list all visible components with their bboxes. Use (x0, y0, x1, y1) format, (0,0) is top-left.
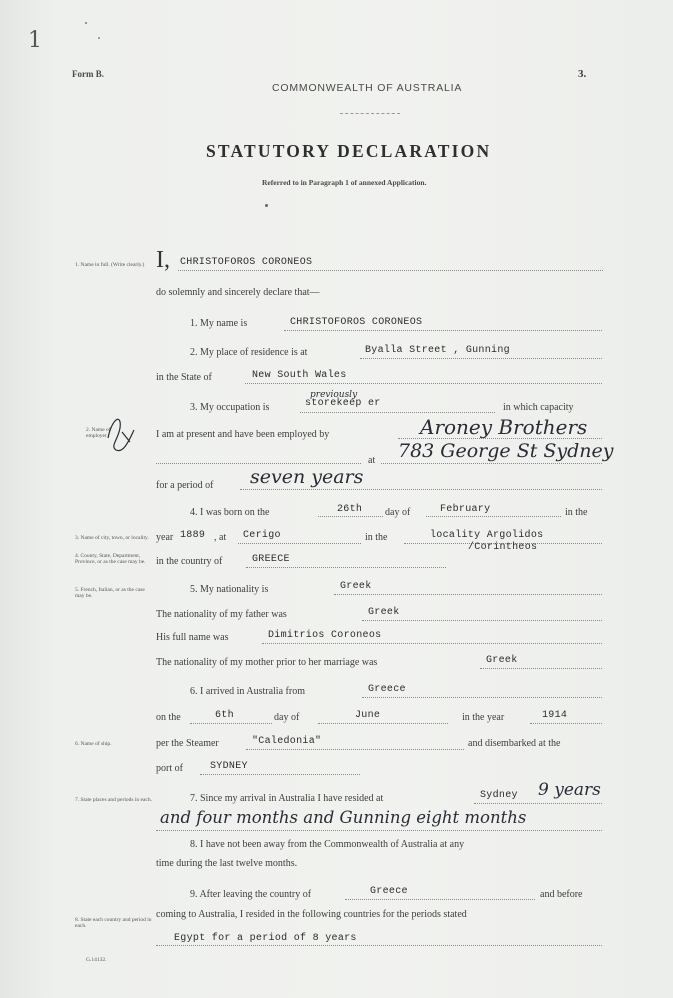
locality-label: in the (365, 532, 388, 543)
item2-line (360, 358, 602, 359)
document-subtitle: Referred to in Paragraph 1 of annexed Application. (262, 178, 427, 187)
arrival-day-line (190, 723, 272, 724)
port-label: port of (156, 763, 183, 774)
margin-note-2: 2. Name of employer (86, 427, 111, 439)
employer-line (398, 438, 602, 439)
at-label: at (368, 455, 376, 466)
since-hand-1: 9 years (538, 780, 601, 800)
item4-label: 4. I was born on the (190, 507, 270, 518)
period-label: for a period of (156, 480, 214, 491)
state-line (245, 383, 602, 384)
born-day-line (318, 516, 383, 517)
country-label: in the country of (156, 556, 223, 567)
item3-value: storekeep er (305, 398, 381, 409)
arrival-year-line (530, 723, 602, 724)
ship-line (246, 749, 464, 750)
father-name-line (262, 643, 602, 644)
employer-address-line-a (156, 463, 361, 464)
born-year: 1889 (180, 530, 206, 541)
item1-label: 1. My name is (190, 318, 248, 329)
margin-initials-mark (100, 408, 140, 458)
item2-label: 2. My place of residence is at (190, 347, 308, 358)
document-title: STATUTORY DECLARATION (206, 141, 492, 161)
print-code: G.14132. (86, 957, 107, 963)
period-value: seven years (250, 466, 364, 488)
locality-value: locality Argolidos (430, 530, 544, 541)
page-speck (98, 37, 100, 39)
at-text: , at (214, 532, 227, 543)
employer-address-line-b (381, 463, 602, 464)
per-steamer-text: per the Steamer (156, 738, 219, 749)
father-name-label: His full name was (156, 632, 229, 643)
mother-nat-label: The nationality of my mother prior to her marriage was (156, 657, 378, 668)
period-line (240, 489, 602, 490)
father-nat-label: The nationality of my father was (156, 609, 287, 620)
father-name-value: Dimitrios Coroneos (268, 630, 382, 641)
mother-nat-value: Greek (486, 655, 518, 666)
page-speck (265, 204, 268, 207)
item3-label: 3. My occupation is (190, 402, 270, 413)
page-speck (85, 22, 87, 24)
arrived-from-line (362, 697, 602, 698)
item9-label: 9. After leaving the country of (190, 889, 312, 900)
margin-note-6: 6. Name of ship. (75, 741, 112, 747)
mother-nat-line (480, 668, 602, 669)
country-line (246, 567, 446, 568)
declarant-name: CHRISTOFOROS CORONEOS (180, 257, 313, 268)
since-hand-2: and four months and Gunning eight months (160, 808, 527, 827)
born-month: February (440, 504, 491, 515)
state-value: New South Wales (252, 370, 347, 381)
born-place: Cerigo (243, 530, 281, 541)
declarant-prefix: I, (156, 247, 170, 273)
nationality-line (334, 594, 602, 595)
item9-value: Greece (370, 886, 408, 897)
since-line-1 (474, 803, 602, 804)
port-line (200, 774, 360, 775)
disembarked-text: and disembarked at the (468, 738, 561, 749)
employed-insert: previously (310, 390, 358, 400)
in-year-text: in the year (462, 712, 505, 723)
item9-answer-line (156, 945, 602, 946)
item1-line (284, 330, 602, 331)
margin-note-4: 4. County, State, Department, Province, or as the case may be. (75, 553, 146, 565)
margin-note-8: 8. State each country and period in each. (75, 917, 152, 929)
margin-note-1: 1. Name in full. (Write clearly.) (75, 262, 145, 268)
year-label: year (156, 532, 174, 543)
item9-line (345, 899, 535, 900)
father-nat-line (362, 620, 602, 621)
employer-address: 783 George St Sydney (398, 440, 614, 462)
arrival-year: 1914 (542, 710, 568, 721)
item5-label: 5. My nationality is (190, 584, 269, 595)
margin-note-3: 3. Name of city, town, or locality. (75, 535, 149, 541)
arr-day-of-text: day of (274, 712, 300, 723)
arrival-month-line (318, 723, 448, 724)
born-day: 26th (337, 504, 363, 515)
country-value: GREECE (252, 554, 290, 565)
arrival-day: 6th (215, 710, 234, 721)
item9-before-text: and before (540, 889, 583, 900)
state-label: in the State of (156, 372, 212, 383)
declarant-line (178, 270, 603, 271)
item1-value: CHRISTOFOROS CORONEOS (290, 317, 423, 328)
capacity-text: in which capacity (503, 402, 574, 413)
declare-text: do solemnly and sincerely declare that— (156, 287, 320, 298)
since-line-2 (156, 830, 602, 831)
port-value: SYDNEY (210, 761, 248, 772)
employed-text: I am at present and have been employed by (156, 429, 330, 440)
item9-answer: Egypt for a period of 8 years (174, 933, 357, 944)
day-of-text: day of (385, 507, 411, 518)
form-label: Form B. (72, 69, 104, 79)
item2-value: Byalla Street , Gunning (365, 345, 510, 356)
locality-value-2: /Corintheos (468, 542, 538, 553)
page-number: 3. (578, 68, 587, 80)
on-the-text: on the (156, 712, 181, 723)
item9-line-2: coming to Australia, I resided in the following countries for the periods stated (156, 909, 467, 920)
in-the-text: in the (565, 507, 588, 518)
ship-name: "Caledonia" (252, 736, 322, 747)
nationality-value: Greek (340, 581, 372, 592)
arrived-from: Greece (368, 684, 406, 695)
corner-mark: 1 (28, 28, 42, 53)
since-typed: Sydney (480, 790, 518, 801)
arrival-month: June (355, 710, 381, 721)
born-month-line (426, 516, 561, 517)
item7-label: 7. Since my arrival in Australia I have resided at (190, 793, 384, 804)
item8-line-2: time during the last twelve months. (156, 858, 298, 869)
father-nat-value: Greek (368, 607, 400, 618)
employer-name: Aroney Brothers (420, 415, 588, 439)
item3-line (300, 412, 495, 413)
item8-line-1: 8. I have not been away from the Commonwealth of Australia at any (190, 839, 465, 850)
margin-note-7: 7. State places and periods in each. (75, 797, 152, 803)
margin-note-5: 5. French, Italian, or as the case may be. (75, 587, 145, 599)
country-heading: COMMONWEALTH OF AUSTRALIA (272, 82, 463, 94)
born-place-line (238, 543, 361, 544)
item6-label: 6. I arrived in Australia from (190, 686, 305, 697)
heading-rule (340, 113, 400, 114)
